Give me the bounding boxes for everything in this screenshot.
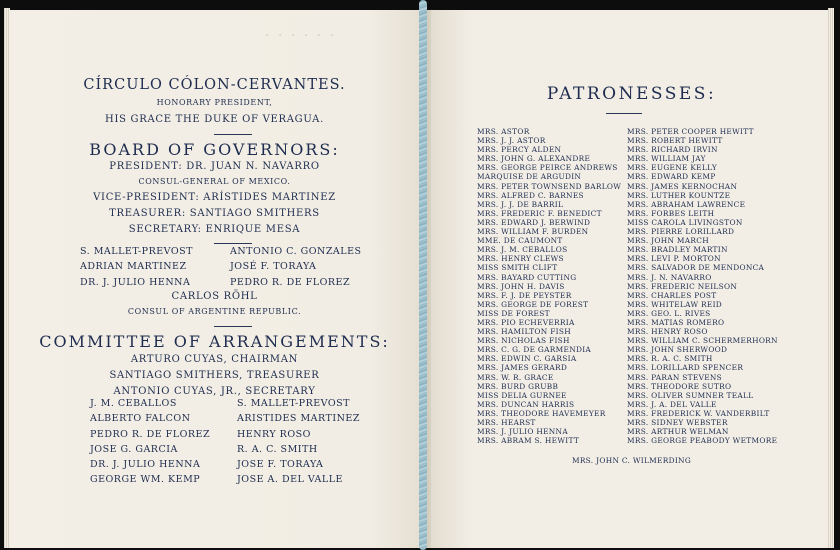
committee-member: DR. J. JULIO HENNA (90, 459, 201, 471)
board-member: PEDRO R. DE FLOREZ (230, 276, 351, 288)
left-page (10, 10, 419, 548)
patroness-name: MRS. J. N. NAVARRO (627, 272, 712, 282)
divider (214, 326, 252, 327)
board-president: PRESIDENT: DR. JUAN N. NAVARRO (109, 161, 320, 172)
patroness-name: MRS. PARAN STEVENS (627, 372, 723, 382)
divider (214, 134, 252, 135)
patroness-name: MRS. CHARLES POST (627, 290, 717, 300)
patroness-name: MRS. PETER TOWNSEND BARLOW (477, 181, 622, 191)
committee-secretary: ANTONIO CUYAS, JR., SECRETARY (113, 386, 316, 397)
committee-member: GEORGE WM. KEMP (90, 474, 201, 486)
board-members-left (80, 244, 193, 290)
patroness-name: MRS. ASTOR (477, 127, 530, 136)
committee-member: J. M. CEBALLOS (90, 398, 177, 409)
club-name: CÍRCULO CÓLON-CERVANTES. (83, 77, 346, 93)
committee-member: JOSE F. TORAYA (237, 459, 324, 471)
patroness-name: MRS. PIERRE LORILLARD (627, 227, 735, 237)
board-secretary: SECRETARY: ENRIQUE MESA (128, 224, 301, 235)
board-vice-president: VICE-PRESIDENT: ARÍSTIDES MARTINEZ (93, 192, 336, 203)
patroness-name: MRS. C. G. DE GARMENDIA (477, 345, 592, 355)
patroness-name: MRS. THEODORE HAVEMEYER (477, 408, 606, 418)
board-member: ADRIAN MARTINEZ (80, 261, 187, 273)
patroness-name: MRS. JAMES KERNOCHAN (627, 181, 738, 191)
committee-members-right (237, 396, 360, 488)
patroness-name: MRS. ARTHUR WELMAN (627, 427, 729, 437)
patroness-name: MRS. JOHN H. DAVIS (477, 281, 565, 291)
committee-member: S. MALLET-PREVOST (237, 398, 350, 409)
patroness-name: MRS. J. J. ASTOR (477, 136, 546, 146)
patroness-name: MRS. WILLIAM F. BURDEN (477, 227, 589, 237)
board-treasurer: TREASURER: SANTIAGO SMITHERS (109, 208, 320, 219)
patroness-name: MRS. J. M. CEBALLOS (477, 245, 568, 255)
patroness-name: MRS. PETER COOPER HEWITT (627, 127, 754, 136)
committee-member: PEDRO R. DE FLOREZ (90, 428, 211, 440)
committee-member: HENRY ROSO (237, 428, 311, 440)
board-extra-note: CONSUL OF ARGENTINE REPUBLIC. (127, 307, 302, 316)
patroness-name: MRS. RICHARD IRVIN (627, 145, 718, 155)
patroness-name: MRS. WHITELAW REID (627, 299, 723, 309)
patroness-name: MRS. WILLIAM JAY (627, 154, 706, 164)
patroness-name: MRS. FREDERICK W. VANDERBILT (627, 408, 770, 418)
patroness-name: MRS. GEO. L. RIVES (627, 308, 711, 318)
patroness-name: MRS. EDWIN C. GARSIA (477, 354, 577, 364)
patroness-name: MRS. DUNCAN HARRIS (477, 399, 575, 409)
patroness-name: MRS. JOHN MARCH (627, 236, 709, 246)
patroness-name: MRS. LUTHER KOUNTZE (627, 190, 731, 200)
committee-chairman: ARTURO CUYAS, CHAIRMAN (130, 354, 299, 365)
committee-members-left (90, 396, 210, 488)
patroness-name: MARQUISE DE ARGUDIN (477, 172, 582, 182)
patroness-name: MISS SMITH CLIFT (477, 263, 558, 273)
patroness-name: MRS. FREDERIC NEILSON (627, 281, 738, 291)
patroness-name: MRS. ABRAM S. HEWITT (477, 436, 580, 446)
patroness-name: MRS. HAMILTON FISH (477, 327, 571, 337)
patroness-name: MRS. ALFRED C. BARNES (477, 190, 584, 200)
committee-member: ARISTIDES MARTINEZ (237, 413, 360, 425)
patroness-name: MRS. BAYARD CUTTING (477, 272, 577, 282)
patroness-name: MRS. MATIAS ROMERO (627, 317, 725, 327)
board-extra-member: CARLOS RÖHL (171, 291, 258, 302)
patroness-name: MRS. J. JULIO HENNA (477, 427, 568, 437)
patroness-footer: MRS. JOHN C. WILMERDING (571, 456, 692, 465)
patroness-name: MRS. J. A. DEL VALLE (627, 399, 717, 409)
honorary-label: HONORARY PRESIDENT, (156, 98, 273, 107)
committee-treasurer: SANTIAGO SMITHERS, TREASURER (109, 370, 320, 381)
patroness-name: MRS. SALVADOR DE MENDONCA (627, 263, 765, 273)
patroness-name: MRS. GEORGE PEIRCE ANDREWS (477, 163, 618, 173)
patroness-name: MRS. PERCY ALDEN (477, 145, 562, 155)
patroness-name: MRS. OLIVER SUMNER TEALL (627, 390, 754, 400)
patroness-name: MRS. GEORGE PEABODY WETMORE (627, 436, 778, 446)
patroness-name: MRS. NICHOLAS FISH (477, 336, 570, 346)
patroness-name: MRS. ABRAHAM LAWRENCE (627, 199, 746, 209)
patroness-name: MRS. THEODORE SUTRO (627, 381, 732, 391)
patroness-name: MRS. JOHN G. ALEXANDRE (477, 154, 591, 164)
patroness-name: MRS. HENRY ROSO (627, 327, 708, 337)
patroness-name: MRS. LORILLARD SPENCER (627, 363, 744, 373)
committee-heading: COMMITTEE OF ARRANGEMENTS: (39, 332, 390, 351)
president-note: CONSUL-GENERAL OF MEXICO. (138, 177, 291, 186)
show-through-text: · · · · · · (265, 28, 336, 44)
patroness-name: MRS. EUGENE KELLY (627, 163, 718, 173)
board-member: JOSÉ F. TORAYA (230, 261, 317, 273)
patroness-name: MRS. PIO ECHEVERRIA (477, 317, 575, 327)
board-member: ANTONIO C. GONZALES (230, 246, 362, 257)
committee-member: JOSE A. DEL VALLE (237, 474, 343, 486)
patroness-name: MRS. HEARST (477, 418, 536, 427)
committee-member: R. A. C. SMITH (237, 443, 318, 455)
patroness-name: MRS. FORBES LEITH (627, 208, 715, 218)
binding-cord (419, 0, 427, 550)
patroness-name: MRS. R. A. C. SMITH (627, 354, 713, 364)
board-members-right (230, 244, 362, 290)
patroness-name: MRS. BRADLEY MARTIN (627, 245, 728, 255)
divider (606, 113, 642, 114)
patroness-name: MRS. EDWARD J. BERWIND (477, 217, 591, 227)
board-member: S. MALLET-PREVOST (80, 246, 193, 257)
right-page (431, 10, 832, 548)
patroness-name: MRS. BURD GRUBB (477, 381, 559, 391)
patroness-name: MME. DE CAUMONT (477, 236, 563, 246)
page-edges-left (4, 8, 10, 548)
committee-member: ALBERTO FALCON (90, 413, 191, 425)
patronesses-right-column (627, 127, 778, 445)
patroness-name: MRS. SIDNEY WEBSTER (627, 418, 728, 427)
patroness-name: MRS. ROBERT HEWITT (627, 136, 723, 146)
patroness-name: MRS. HENRY CLEWS (477, 254, 564, 264)
patroness-name: MRS. EDWARD KEMP (627, 172, 716, 182)
patroness-name: MRS. W. R. GRACE (477, 372, 554, 382)
patroness-name: MRS. JAMES GERARD (477, 363, 568, 373)
patroness-name: MRS. J. J. DE BARRIL (477, 199, 564, 209)
patroness-name: MRS. F. J. DE PEYSTER (477, 290, 572, 300)
patroness-name: MRS. FREDERIC F. BENEDICT (477, 208, 602, 218)
patroness-name: MRS. GEORGE DE FOREST (477, 299, 589, 309)
patroness-name: MRS. WILLIAM C. SCHERMERHORN (627, 336, 778, 346)
page-edges-right (828, 8, 834, 548)
board-member: DR. J. JULIO HENNA (80, 276, 191, 288)
patroness-name: MRS. JOHN SHERWOOD (627, 345, 728, 355)
patroness-name: MISS DE FOREST (477, 308, 550, 318)
patronesses-left-column (477, 127, 621, 445)
patroness-name: MISS DELIA GURNEE (477, 390, 567, 400)
patroness-name: MRS. LEVI P. MORTON (627, 254, 721, 264)
patroness-name: MISS CAROLA LIVINGSTON (627, 217, 743, 227)
patronesses-heading: PATRONESSES: (546, 84, 717, 104)
honorary-name: HIS GRACE THE DUKE OF VERAGUA. (105, 114, 324, 125)
committee-member: JOSE G. GARCIA (90, 443, 178, 455)
board-heading: BOARD OF GOVERNORS: (89, 140, 340, 159)
